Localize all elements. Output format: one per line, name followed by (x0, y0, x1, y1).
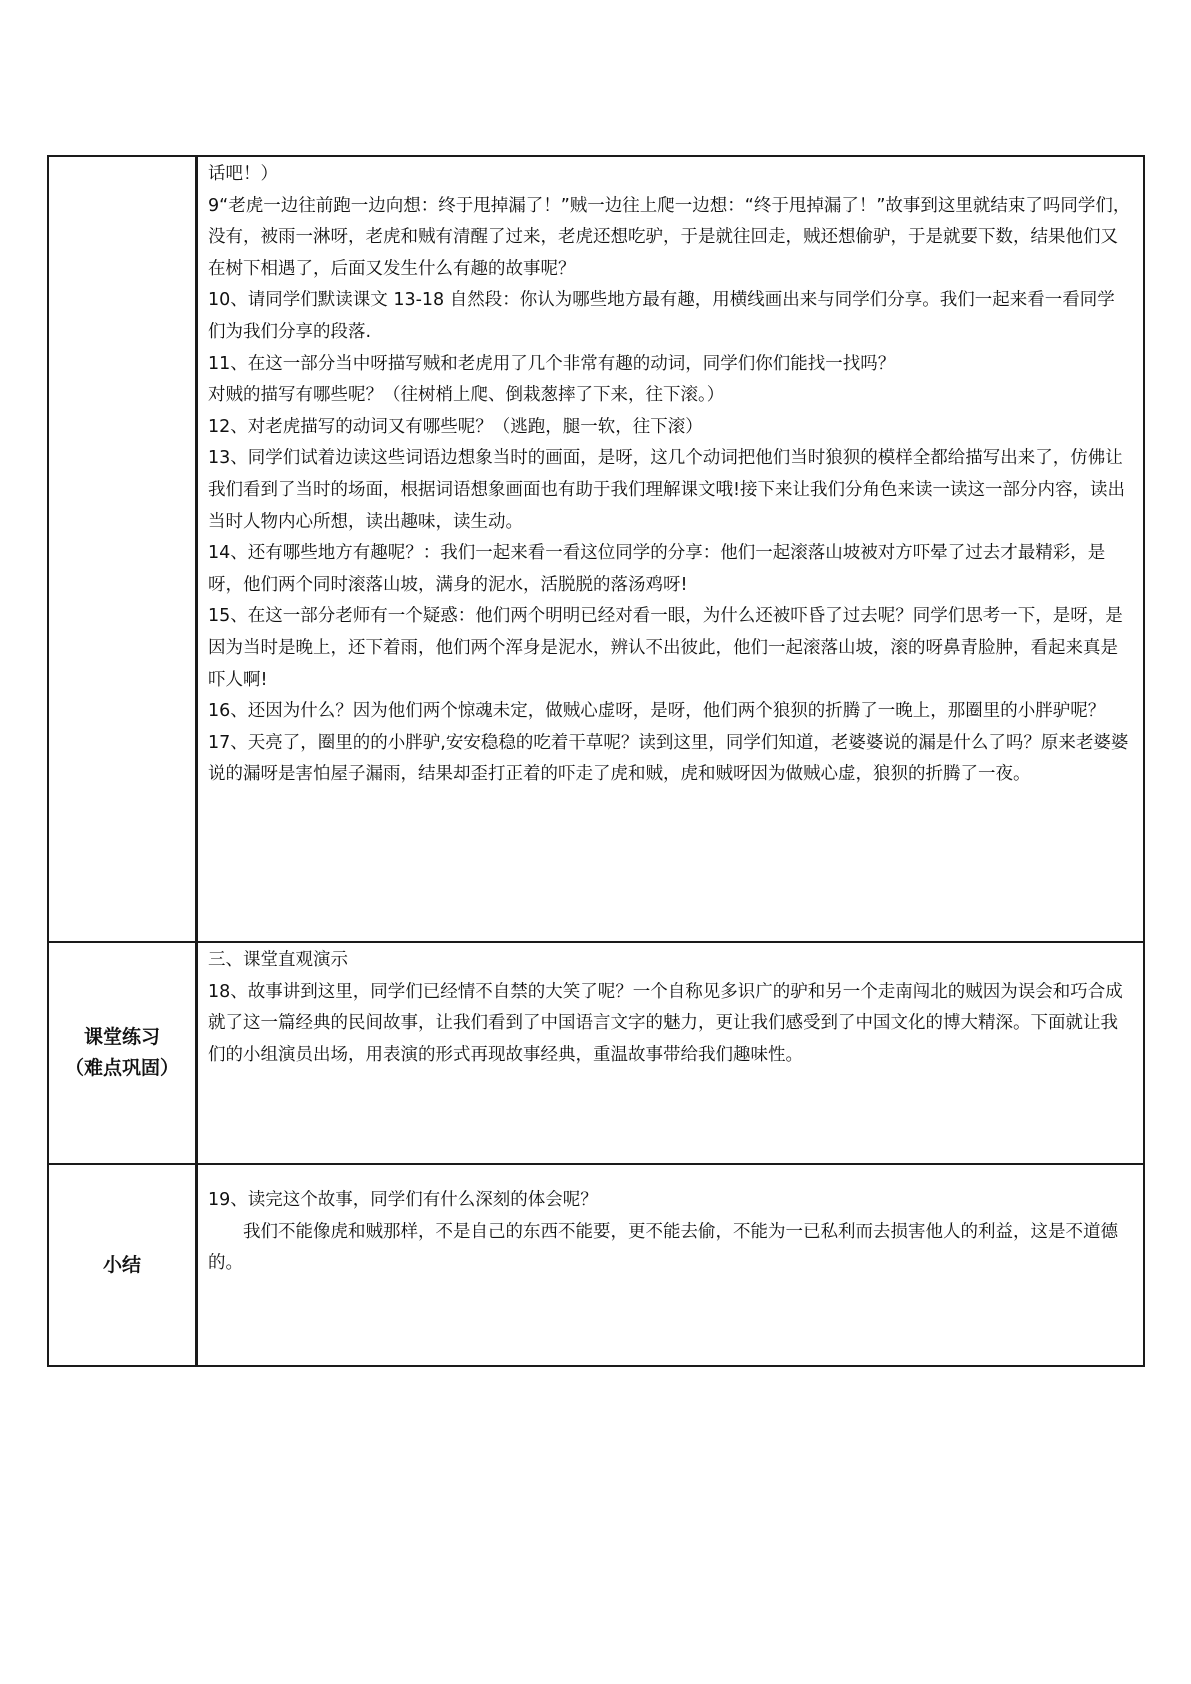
cell-top-spacer (208, 1167, 1131, 1185)
row-label-line2: （难点巩固） (64, 1057, 179, 1079)
row-label-cell (48, 156, 197, 942)
paragraph: 话吧！） (208, 164, 278, 184)
paragraph: 我们不能像虎和贼那样，不是自己的东西不能要，更不能去偷，不能为一已私利而去损害他人的利益，这是不道德的。 (208, 1221, 1118, 1274)
row-content-cell (197, 1164, 1145, 1366)
paragraph: 16、还因为什么？因为他们两个惊魂未定，做贼心虚呀，是呀，他们两个狼狈的折腾了一晚上，那圈里的小胖驴呢？ (208, 701, 1106, 722)
row-label-cell (48, 942, 197, 1164)
row-label-line1: 小结 (102, 1253, 141, 1276)
paragraph: 13、同学们试着边读这些词语边想象当时的画面，是呀，这几个动词把他们当时狼狈的模样全都给描写出来了，仿佛让我们看到了当时的场面，根据词语想象画面也有助于我们理解课文哦!接下来让我们分角色来读一读这一部分内容，读出当时人物内心所想，读出趣味，读生动。 (208, 448, 1126, 532)
table-row-classroom-practice (48, 942, 1144, 1164)
paragraph: 9“老虎一边往前跑一边向想：终于甩掉漏了！”贼一边往上爬一边想：“终于甩掉漏了！”故事到这里就结束了吗同学们，没有，被雨一淋呀，老虎和贼有清醒了过来，老虎还想吃驴，于是就往回走，贼还想偷驴，于是就要下数，结果他们又在树下相遇了，后面又发生什么有趣的故事呢？ (208, 195, 1131, 279)
row-label-cell (48, 1164, 197, 1366)
row-label-line1: 课堂练习 (83, 1026, 160, 1048)
paragraph: 12、对老虎描写的动词又有哪些呢？（逃跑，腿一软，往下滚） (208, 416, 703, 437)
paragraph: 19、读完这个故事，同学们有什么深刻的体会呢？ (208, 1190, 598, 1210)
lesson-plan-table (47, 155, 1145, 1367)
row-content-cell (197, 942, 1145, 1164)
paragraph: 对贼的描写有哪些呢？（往树梢上爬、倒栽葱摔了下来，往下滚。） (208, 385, 725, 406)
paragraph: 18、故事讲到这里，同学们已经情不自禁的大笑了呢？一个自称见多识广的驴和另一个走南闯北的贼因为误会和巧合成就了这一篇经典的民间故事，让我们看到了中国语言文字的魅力，更让我们感受到了中国文化的博大精深。下面就让我们的小组演员出场，用表演的形式再现故事经典，重温故事带给我们趣味性。 (208, 981, 1123, 1065)
section-heading: 三、课堂直观演示 (208, 950, 348, 970)
paragraph: 17、天亮了，圈里的的小胖驴,安安稳稳的吃着干草呢？读到这里，同学们知道，老婆婆说的漏是什么了吗？原来老婆婆说的漏呀是害怕屋子漏雨，结果却歪打正着的吓走了虎和贼，虎和贼呀因为做贼心虚，狼狈的折腾了一夜。 (208, 732, 1129, 785)
table-row-summary (48, 1164, 1144, 1366)
paragraph: 10、请同学们默读课文 13-18 自然段：你认为哪些地方最有趣，用横线画出来与同学们分享。我们一起来看一看同学们为我们分享的段落. (208, 290, 1115, 342)
paragraph: 14、还有哪些地方有趣呢？：我们一起来看一看这位同学的分享：他们一起滚落山坡被对方吓晕了过去才最精彩，是呀，他们两个同时滚落山坡，满身的泥水，活脱脱的落汤鸡呀! (208, 543, 1106, 595)
paragraph: 11、在这一部分当中呀描写贼和老虎用了几个非常有趣的动词，同学们你们能找一找吗？ (208, 353, 896, 374)
paragraph: 15、在这一部分老师有一个疑惑：他们两个明明已经对看一眼，为什么还被吓昏了过去呢？同学们思考一下，是呀，是因为当时是晚上，还下着雨，他们两个浑身是泥水，辨认不出彼此，他们一起滚落山坡，滚的呀鼻青脸肿，看起来真是吓人啊! (208, 606, 1123, 690)
row-content-cell (197, 156, 1145, 942)
table-row-teaching-process (48, 156, 1144, 942)
